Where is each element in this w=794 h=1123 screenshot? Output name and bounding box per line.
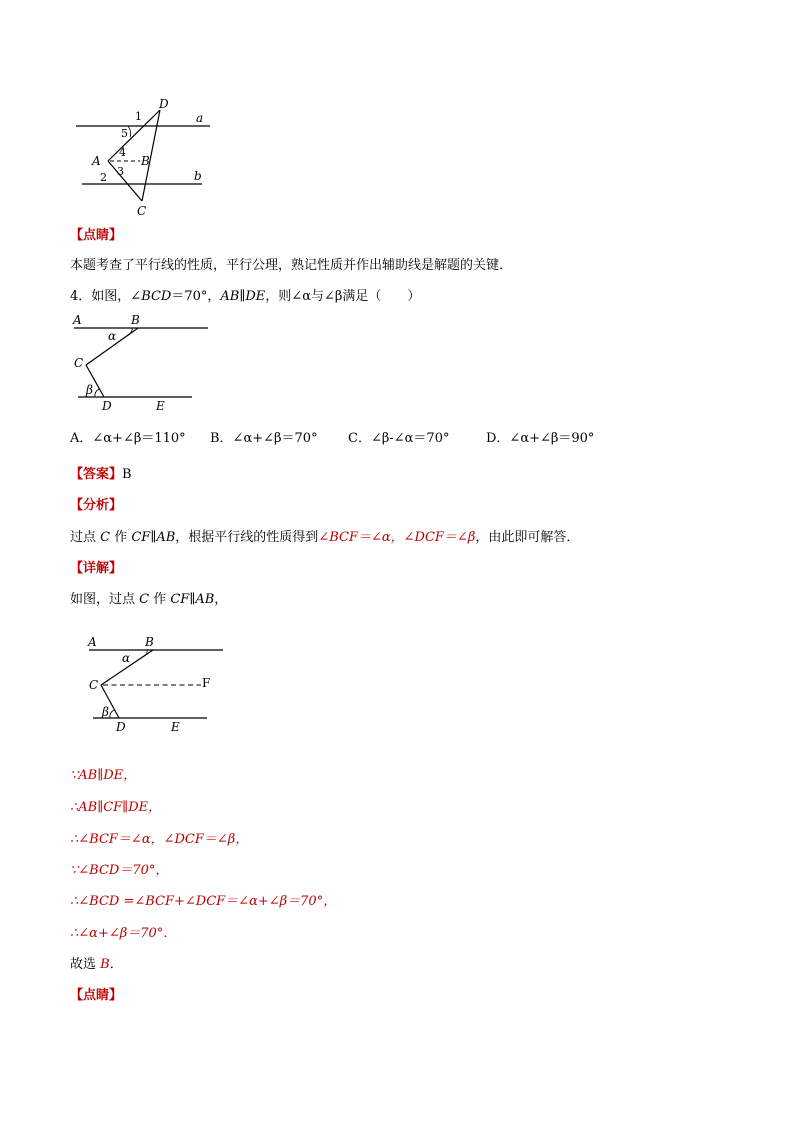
analysis-line-cf: CF [131,530,151,545]
fig2-label-C: C [74,356,84,370]
stem-part: 如图，∠ [91,289,142,304]
fig1-label-4: 4 [119,146,126,159]
dianjing-text: 本题考查了平行线的性质，平行公理，熟记性质并作出辅助线是解题的关键． [70,258,513,273]
question-4-stem [70,288,420,306]
fig1-label-2: 2 [100,171,107,184]
analysis-parallel: ∥ [150,530,157,545]
fig1-label-B: B [141,154,150,168]
proof-line-3: ∴∠BCF＝∠α，∠DCF＝∠β， [70,832,249,847]
answer-line [70,466,132,484]
fig3-label-B: B [145,635,154,649]
fig1-label-3: 3 [117,165,124,178]
option-c: C．∠β-∠α＝70° [348,431,450,446]
answer-value: B [122,467,132,482]
proof-conclusion [70,956,123,974]
fig2-label-A: A [73,313,82,327]
section-heading-dianjing-2 [70,987,122,1005]
detail-part: 作 [149,592,171,607]
fig3-label-A: A [88,635,97,649]
fig3-label-beta: β [102,705,109,719]
option-d: D．∠α+∠β＝90° [486,431,595,446]
analysis-part: 作 [110,530,132,545]
fig2-label-E: E [156,399,165,413]
fig2-label-alpha: α [108,329,117,343]
detail-label: 【详解】 [70,561,123,576]
fig2-label-B: B [131,313,140,327]
answer-label: 【答案】 [70,467,123,482]
proof-line-1: ∵AB∥DE， [70,768,137,783]
dianjing-label-2: 【点睛】 [70,988,123,1003]
fig1-label-a: a [196,111,204,125]
detail-intro [70,591,227,609]
fig2-label-D: D [102,399,112,413]
fig1-label-A: A [92,154,101,168]
option-a: A．∠α+∠β＝110° [70,431,186,446]
fig3-label-D: D [116,720,126,734]
detail-heading [70,560,122,578]
fig3-label-C: C [89,678,99,692]
analysis-label: 【分析】 [70,498,123,513]
stem-part: ，则∠α与∠β满足（ ） [265,289,421,304]
option-b: B．∠α+∠β＝70° [210,431,318,446]
proof-line-6: ∴∠α+∠β＝70°． [70,926,177,941]
fig3-label-alpha: α [122,651,131,665]
fig1-label-1: 1 [135,110,142,123]
section-heading-dianjing [70,227,122,245]
analysis-point-c: C [100,530,111,545]
analysis-line-ab: AB [156,530,176,545]
fig3-label-F: F [202,676,211,690]
analysis-heading [70,497,122,515]
fig1-label-b: b [194,169,202,183]
fig1-label-C: C [137,204,147,218]
fig3-label-E: E [171,720,180,734]
analysis-text [70,529,579,547]
detail-part: ， [214,592,228,607]
analysis-part: ，由此即可解答． [475,530,580,545]
dianjing-label: 【点睛】 [70,228,123,243]
conclusion-part: ． [109,957,123,972]
figure-triangle-parallel [70,95,220,220]
figure-q4 [70,310,215,420]
detail-part: 如图，过点 [70,592,140,607]
stem-line-de: DE [245,289,266,304]
stem-part: ＝70°， [171,289,221,304]
analysis-part: ，根据平行线的性质得到 [175,530,319,545]
proof-line-5: ∴∠BCD =∠BCF+∠DCF＝∠α+∠β＝70°， [70,894,337,909]
proof-line-2: ∴AB∥CF∥DE， [70,800,162,815]
fig1-label-5: 5 [121,127,128,140]
stem-angle: BCD [141,289,172,304]
conclusion-choice: B [100,957,110,972]
stem-parallel: ∥ [239,289,246,304]
detail-point-c: C [139,592,150,607]
detail-cf-ab: CF∥AB [170,592,215,607]
question-number: 4． [70,289,92,304]
stem-line-ab: AB [220,289,240,304]
conclusion-part: 故选 [70,957,101,972]
fig2-label-beta: β [86,383,93,397]
fig1-label-D: D [159,97,169,111]
analysis-relation: ∠BCF＝∠α，∠DCF＝∠β [318,530,476,545]
proof-line-4: ∵∠BCD＝70°， [70,863,169,878]
analysis-part: 过点 [70,530,101,545]
figure-detail [85,630,235,740]
